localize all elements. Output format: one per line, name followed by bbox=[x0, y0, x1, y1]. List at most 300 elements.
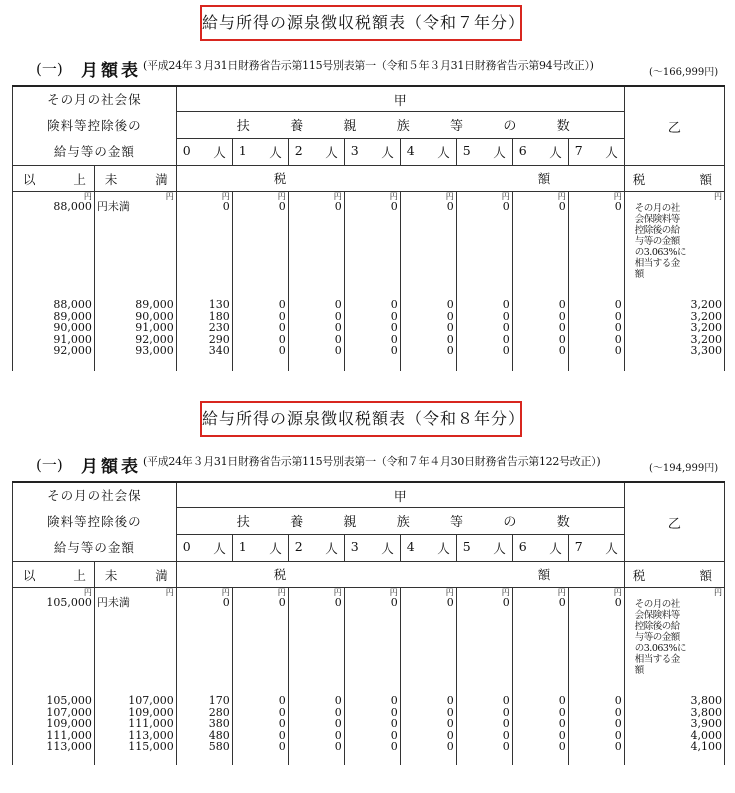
table-row-tax: 380 bbox=[208, 717, 230, 730]
table-row-tax: 0 bbox=[446, 298, 454, 311]
dependents-number: 2 bbox=[294, 142, 303, 158]
yen-unit: 円 bbox=[221, 588, 230, 597]
table-row-tax: 0 bbox=[446, 694, 454, 707]
first-row-tax-4 bbox=[400, 192, 456, 300]
table-row-tax: 0 bbox=[334, 694, 342, 707]
table-row-tax: 0 bbox=[334, 298, 342, 311]
table-range: (～166,999円) bbox=[649, 67, 719, 78]
table-subtitle bbox=[0, 52, 735, 82]
otsu-note-line: 会保険料等 bbox=[634, 610, 680, 621]
dependents-header-char: 親 bbox=[343, 515, 357, 531]
table-row-to: 107,000 bbox=[128, 694, 174, 707]
table-row-tax: 0 bbox=[334, 717, 342, 730]
tax-values-dependents-4 bbox=[400, 695, 456, 765]
amount-column-header bbox=[13, 482, 177, 562]
table-row-tax: 0 bbox=[390, 344, 398, 357]
table-row-tax: 340 bbox=[208, 344, 230, 357]
table-row-tax: 0 bbox=[614, 344, 622, 357]
table-row-otsu: 3,900 bbox=[690, 717, 722, 730]
dependents-number: 1 bbox=[238, 538, 247, 554]
otsu-note-line: の3.063%に bbox=[634, 247, 686, 258]
to-header-char: 未 bbox=[104, 171, 118, 187]
dependents-unit: 人 bbox=[605, 144, 618, 160]
dependents-3-header bbox=[344, 138, 400, 165]
dependents-unit: 人 bbox=[381, 144, 394, 160]
first-row-tax-7 bbox=[568, 588, 624, 696]
table-row-tax: 0 bbox=[390, 740, 398, 753]
table-row-tax: 290 bbox=[208, 332, 230, 346]
yen-unit: 円 bbox=[165, 192, 174, 201]
first-row-tax-3 bbox=[344, 192, 400, 300]
table-row-tax: 0 bbox=[334, 740, 342, 753]
table-row-tax: 0 bbox=[614, 332, 622, 346]
dependents-number: 2 bbox=[294, 538, 303, 554]
otsu-note-line: 相当する金 bbox=[634, 654, 680, 665]
table-row-tax: 0 bbox=[334, 321, 342, 334]
withholding-tax-table bbox=[12, 85, 725, 371]
table-row-tax: 0 bbox=[614, 298, 622, 311]
table-row-tax: 0 bbox=[390, 298, 398, 311]
yen-unit: 円 bbox=[389, 192, 398, 201]
table-row-tax: 0 bbox=[558, 344, 566, 357]
table-row-to: 109,000 bbox=[128, 705, 174, 719]
table-row-from: 91,000 bbox=[53, 332, 92, 346]
otsu-tax-header-char: 額 bbox=[699, 171, 712, 187]
to-amounts bbox=[94, 299, 176, 371]
tax-values-dependents-3 bbox=[344, 299, 400, 371]
first-row-tax-3 bbox=[344, 588, 400, 696]
yen-unit: 円 bbox=[613, 192, 622, 201]
table-row-otsu: 4,100 bbox=[690, 740, 722, 753]
tax-table-section-r8 bbox=[0, 396, 735, 793]
dependents-0-header bbox=[176, 534, 232, 561]
otsu-note-line: その月の社 bbox=[634, 203, 680, 214]
table-row-from: 89,000 bbox=[53, 309, 92, 323]
table-row-tax: 0 bbox=[558, 321, 566, 334]
table-row-tax: 180 bbox=[208, 309, 230, 323]
yen-unit: 円 bbox=[165, 588, 174, 597]
dependents-6-header bbox=[512, 534, 568, 561]
tax-value: 0 bbox=[502, 200, 510, 213]
dependents-header-char: 数 bbox=[556, 119, 570, 135]
dependents-unit: 人 bbox=[381, 540, 394, 556]
tax-amount-header bbox=[176, 562, 624, 588]
to-column-header bbox=[94, 166, 176, 192]
table-row-from: 105,000 bbox=[46, 694, 92, 707]
otsu-note-line: 与等の金額 bbox=[634, 632, 680, 643]
table-row-from: 92,000 bbox=[53, 344, 92, 357]
table-row-from: 113,000 bbox=[46, 740, 92, 753]
table-row-tax: 0 bbox=[446, 705, 454, 719]
table-row-tax: 0 bbox=[278, 309, 286, 323]
table-row-tax: 0 bbox=[614, 694, 622, 707]
dependents-0-header bbox=[176, 138, 232, 165]
dependents-2-header bbox=[288, 138, 344, 165]
table-row-tax: 0 bbox=[446, 344, 454, 357]
table-row-from: 107,000 bbox=[46, 705, 92, 719]
otsu-note-line: その月の社 bbox=[634, 599, 680, 610]
table-row-tax: 0 bbox=[502, 717, 510, 730]
tax-value: 0 bbox=[334, 200, 342, 213]
first-row-to bbox=[94, 588, 176, 696]
tax-amount-header bbox=[176, 166, 624, 192]
table-row-otsu: 3,200 bbox=[690, 298, 722, 311]
yen-unit: 円 bbox=[501, 588, 510, 597]
dependents-3-header bbox=[344, 534, 400, 561]
table-row-tax: 0 bbox=[390, 717, 398, 730]
dependents-header-char: 族 bbox=[396, 515, 410, 531]
dependents-number: 7 bbox=[574, 142, 583, 158]
dependents-unit: 人 bbox=[213, 540, 226, 556]
dependents-1-header bbox=[232, 534, 288, 561]
table-row-tax: 0 bbox=[334, 705, 342, 719]
to-amount: 円未満 bbox=[96, 200, 130, 213]
ko-column-header: 甲 bbox=[176, 86, 624, 112]
legal-basis-note: (平成24年３月31日財務省告示第115号別表第一（令和５年３月31日財務省告示第94号改正）) bbox=[143, 59, 594, 72]
dependents-number: 0 bbox=[182, 538, 191, 554]
table-heading: 月額表 bbox=[81, 457, 141, 477]
otsu-note-line: 会保険料等 bbox=[634, 214, 680, 225]
tax-values-dependents-4 bbox=[400, 299, 456, 371]
dependents-header-char: 養 bbox=[290, 515, 304, 531]
tax-values-dependents-7 bbox=[568, 299, 624, 371]
tax-values-dependents-0 bbox=[176, 695, 232, 765]
table-row-otsu: 3,800 bbox=[690, 705, 722, 719]
yen-unit: 円 bbox=[333, 192, 342, 201]
dependents-unit: 人 bbox=[269, 144, 282, 160]
table-row-tax: 0 bbox=[446, 309, 454, 323]
yen-unit: 円 bbox=[714, 192, 722, 201]
table-row-to: 93,000 bbox=[135, 344, 174, 357]
otsu-note-line: 控除後の給 bbox=[634, 225, 680, 236]
first-row-tax-0 bbox=[176, 588, 232, 696]
table-row-tax: 0 bbox=[278, 694, 286, 707]
table-row-tax: 0 bbox=[558, 298, 566, 311]
table-row-tax: 0 bbox=[278, 728, 286, 742]
first-row-tax-1 bbox=[232, 192, 288, 300]
otsu-note-line: 控除後の給 bbox=[634, 621, 680, 632]
tax-value: 0 bbox=[334, 596, 342, 609]
table-row-tax: 0 bbox=[390, 705, 398, 719]
table-row-tax: 0 bbox=[614, 740, 622, 753]
dependents-header-char: 扶 bbox=[236, 119, 250, 135]
first-row-tax-1 bbox=[232, 588, 288, 696]
table-row-tax: 0 bbox=[502, 298, 510, 311]
table-row-tax: 0 bbox=[614, 717, 622, 730]
amount-header-line: 険料等控除後の bbox=[47, 514, 142, 529]
tax-header-char: 税 bbox=[273, 567, 287, 582]
to-amount: 円未満 bbox=[96, 596, 130, 609]
from-amount: 105,000 bbox=[46, 596, 92, 609]
yen-unit: 円 bbox=[389, 588, 398, 597]
amount-header-line: その月の社会保 bbox=[47, 488, 142, 503]
otsu-tax-values bbox=[624, 695, 724, 765]
table-row-tax: 0 bbox=[502, 740, 510, 753]
dependents-number: 6 bbox=[518, 142, 527, 158]
first-row-from bbox=[13, 192, 95, 300]
tax-values-dependents-3 bbox=[344, 695, 400, 765]
dependents-unit: 人 bbox=[493, 540, 506, 556]
dependents-unit: 人 bbox=[269, 540, 282, 556]
tax-value: 0 bbox=[390, 596, 398, 609]
tax-value: 0 bbox=[278, 596, 286, 609]
table-row-tax: 0 bbox=[502, 321, 510, 334]
tax-values-dependents-2 bbox=[288, 695, 344, 765]
dependents-1-header bbox=[232, 138, 288, 165]
table-row-to: 92,000 bbox=[135, 332, 174, 346]
dependents-count-header bbox=[176, 508, 624, 534]
withholding-tax-table bbox=[12, 481, 725, 765]
table-row-to: 115,000 bbox=[128, 740, 174, 753]
table-row-tax: 0 bbox=[390, 321, 398, 334]
first-row-tax-7 bbox=[568, 192, 624, 300]
yen-unit: 円 bbox=[83, 588, 92, 597]
dependents-header-char: 扶 bbox=[236, 515, 250, 531]
dependents-header-char: 族 bbox=[396, 119, 410, 135]
tax-value: 0 bbox=[222, 596, 230, 609]
table-row-tax: 0 bbox=[390, 694, 398, 707]
from-amounts bbox=[13, 299, 95, 371]
tax-value: 0 bbox=[446, 200, 454, 213]
first-row-to bbox=[94, 192, 176, 300]
tax-values-dependents-6 bbox=[512, 695, 568, 765]
dependents-unit: 人 bbox=[493, 144, 506, 160]
tax-value: 0 bbox=[278, 200, 286, 213]
table-row-tax: 0 bbox=[446, 717, 454, 730]
dependents-header-char: の bbox=[503, 515, 517, 531]
table-row-tax: 0 bbox=[502, 309, 510, 323]
otsu-column-header: 乙 bbox=[624, 86, 724, 166]
tax-values-dependents-6 bbox=[512, 299, 568, 371]
otsu-note-line: 相当する金 bbox=[634, 258, 680, 269]
tax-value: 0 bbox=[614, 200, 622, 213]
tax-values-dependents-1 bbox=[232, 299, 288, 371]
table-row-tax: 0 bbox=[446, 321, 454, 334]
tax-value: 0 bbox=[446, 596, 454, 609]
dependents-number: 4 bbox=[406, 538, 415, 554]
amount-header-line: その月の社会保 bbox=[47, 92, 142, 107]
tax-value: 0 bbox=[502, 596, 510, 609]
otsu-note-cell bbox=[624, 192, 724, 300]
table-row-tax: 0 bbox=[502, 705, 510, 719]
yen-unit: 円 bbox=[501, 192, 510, 201]
dependents-5-header bbox=[456, 138, 512, 165]
table-title: 給与所得の源泉徴収税額表（令和７年分） bbox=[200, 5, 522, 41]
amount-header-line: 給与等の金額 bbox=[53, 144, 135, 159]
tax-values-dependents-5 bbox=[456, 695, 512, 765]
amount-column-header bbox=[13, 86, 177, 166]
table-heading: 月額表 bbox=[81, 61, 141, 81]
yen-unit: 円 bbox=[445, 588, 454, 597]
table-row-tax: 0 bbox=[446, 332, 454, 346]
table-range: (～194,999円) bbox=[649, 463, 719, 474]
table-row-tax: 0 bbox=[334, 344, 342, 357]
to-header-char: 満 bbox=[155, 171, 168, 187]
table-row-tax: 0 bbox=[614, 705, 622, 719]
yen-unit: 円 bbox=[445, 192, 454, 201]
table-row-tax: 0 bbox=[278, 740, 286, 753]
first-row-tax-6 bbox=[512, 192, 568, 300]
dependents-header-char: 等 bbox=[450, 119, 464, 135]
dependents-6-header bbox=[512, 138, 568, 165]
table-row-tax: 230 bbox=[208, 321, 230, 334]
table-row-tax: 280 bbox=[208, 705, 230, 719]
dependents-header-char: 等 bbox=[450, 515, 464, 531]
section-number: (一) bbox=[36, 456, 63, 474]
table-row-otsu: 4,000 bbox=[690, 728, 722, 742]
table-row-otsu: 3,200 bbox=[690, 309, 722, 323]
amount-header-line: 険料等控除後の bbox=[47, 118, 142, 133]
tax-value: 0 bbox=[390, 200, 398, 213]
table-row-tax: 0 bbox=[558, 717, 566, 730]
dependents-number: 6 bbox=[518, 538, 527, 554]
dependents-4-header bbox=[400, 534, 456, 561]
from-amounts bbox=[13, 695, 95, 765]
yen-unit: 円 bbox=[277, 192, 286, 201]
legal-basis-note: (平成24年３月31日財務省告示第115号別表第一（令和７年４月30日財務省告示第122号改正）) bbox=[143, 455, 601, 468]
first-row-tax-5 bbox=[456, 588, 512, 696]
table-row-tax: 0 bbox=[446, 728, 454, 742]
to-amounts bbox=[94, 695, 176, 765]
tax-value: 0 bbox=[222, 200, 230, 213]
tax-header-char: 税 bbox=[273, 171, 287, 186]
from-header-char: 以 bbox=[23, 171, 36, 187]
first-row-from bbox=[13, 588, 95, 696]
table-row-tax: 0 bbox=[278, 321, 286, 334]
dependents-header-char: 親 bbox=[343, 119, 357, 135]
dependents-unit: 人 bbox=[549, 144, 562, 160]
amount-header-char: 額 bbox=[537, 171, 551, 186]
amount-header-char: 額 bbox=[537, 567, 551, 582]
yen-unit: 円 bbox=[333, 588, 342, 597]
dependents-7-header bbox=[568, 534, 624, 561]
table-row-tax: 130 bbox=[208, 298, 230, 311]
from-amount: 88,000 bbox=[53, 200, 92, 213]
table-row-from: 88,000 bbox=[53, 298, 92, 311]
from-header-char: 上 bbox=[73, 171, 86, 187]
table-row-tax: 0 bbox=[558, 705, 566, 719]
otsu-tax-amount-header bbox=[624, 562, 724, 588]
table-row-to: 113,000 bbox=[128, 728, 174, 742]
dependents-header-char: 数 bbox=[556, 515, 570, 531]
dependents-5-header bbox=[456, 534, 512, 561]
from-column-header bbox=[13, 166, 95, 192]
otsu-note bbox=[625, 597, 722, 676]
dependents-number: 5 bbox=[462, 142, 471, 158]
table-row-to: 111,000 bbox=[128, 717, 174, 730]
dependents-unit: 人 bbox=[549, 540, 562, 556]
yen-unit: 円 bbox=[557, 588, 566, 597]
otsu-tax-header-char: 税 bbox=[632, 567, 646, 583]
dependents-number: 1 bbox=[238, 142, 247, 158]
table-row-tax: 0 bbox=[278, 298, 286, 311]
dependents-unit: 人 bbox=[437, 540, 450, 556]
table-row-tax: 0 bbox=[614, 321, 622, 334]
table-row-tax: 0 bbox=[278, 332, 286, 346]
otsu-tax-header-char: 税 bbox=[632, 171, 646, 187]
otsu-tax-values bbox=[624, 299, 724, 371]
table-row-tax: 0 bbox=[334, 309, 342, 323]
dependents-number: 3 bbox=[350, 142, 359, 158]
table-row-tax: 0 bbox=[558, 728, 566, 742]
table-row-tax: 0 bbox=[334, 728, 342, 742]
table-row-tax: 0 bbox=[614, 728, 622, 742]
table-row-otsu: 3,200 bbox=[690, 321, 722, 334]
tax-values-dependents-2 bbox=[288, 299, 344, 371]
yen-unit: 円 bbox=[714, 588, 722, 597]
table-row-tax: 0 bbox=[558, 740, 566, 753]
otsu-note-line: 額 bbox=[634, 269, 644, 280]
yen-unit: 円 bbox=[83, 192, 92, 201]
dependents-4-header bbox=[400, 138, 456, 165]
table-row-otsu: 3,300 bbox=[690, 344, 722, 357]
dependents-2-header bbox=[288, 534, 344, 561]
table-row-tax: 0 bbox=[558, 694, 566, 707]
dependents-number: 0 bbox=[182, 142, 191, 158]
yen-unit: 円 bbox=[277, 588, 286, 597]
table-row-from: 111,000 bbox=[46, 728, 92, 742]
otsu-note-cell bbox=[624, 588, 724, 696]
table-row-tax: 0 bbox=[502, 344, 510, 357]
tax-values-dependents-0 bbox=[176, 299, 232, 371]
first-row-tax-2 bbox=[288, 192, 344, 300]
otsu-tax-header-char: 額 bbox=[699, 567, 712, 583]
dependents-header-char: 養 bbox=[290, 119, 304, 135]
to-header-char: 満 bbox=[155, 567, 168, 583]
otsu-note bbox=[625, 201, 722, 280]
table-row-to: 90,000 bbox=[135, 309, 174, 323]
table-row-tax: 0 bbox=[278, 705, 286, 719]
yen-unit: 円 bbox=[221, 192, 230, 201]
tax-values-dependents-1 bbox=[232, 695, 288, 765]
ko-column-header: 甲 bbox=[176, 482, 624, 508]
table-row-tax: 0 bbox=[390, 309, 398, 323]
first-row-tax-6 bbox=[512, 588, 568, 696]
table-row-tax: 0 bbox=[278, 717, 286, 730]
yen-unit: 円 bbox=[557, 192, 566, 201]
table-row-tax: 0 bbox=[334, 332, 342, 346]
dependents-unit: 人 bbox=[325, 540, 338, 556]
first-row-tax-0 bbox=[176, 192, 232, 300]
table-row-tax: 0 bbox=[502, 332, 510, 346]
first-row-tax-5 bbox=[456, 192, 512, 300]
yen-unit: 円 bbox=[613, 588, 622, 597]
from-header-char: 以 bbox=[23, 567, 36, 583]
amount-header-line: 給与等の金額 bbox=[53, 540, 135, 555]
tax-table-section-r7 bbox=[0, 0, 735, 388]
from-header-char: 上 bbox=[73, 567, 86, 583]
otsu-note-line: 与等の金額 bbox=[634, 236, 680, 247]
dependents-unit: 人 bbox=[605, 540, 618, 556]
tax-value: 0 bbox=[614, 596, 622, 609]
tax-value: 0 bbox=[558, 596, 566, 609]
table-row-from: 109,000 bbox=[46, 717, 92, 730]
dependents-number: 3 bbox=[350, 538, 359, 554]
tax-values-dependents-7 bbox=[568, 695, 624, 765]
table-row-tax: 0 bbox=[502, 728, 510, 742]
table-row-from: 90,000 bbox=[53, 321, 92, 334]
table-row-to: 91,000 bbox=[135, 321, 174, 334]
table-row-tax: 170 bbox=[208, 694, 230, 707]
table-row-tax: 480 bbox=[208, 728, 230, 742]
to-column-header bbox=[94, 562, 176, 588]
dependents-count-header bbox=[176, 112, 624, 138]
table-row-tax: 0 bbox=[390, 332, 398, 346]
tax-values-dependents-5 bbox=[456, 299, 512, 371]
table-row-otsu: 3,800 bbox=[690, 694, 722, 707]
table-row-to: 89,000 bbox=[135, 298, 174, 311]
dependents-unit: 人 bbox=[213, 144, 226, 160]
